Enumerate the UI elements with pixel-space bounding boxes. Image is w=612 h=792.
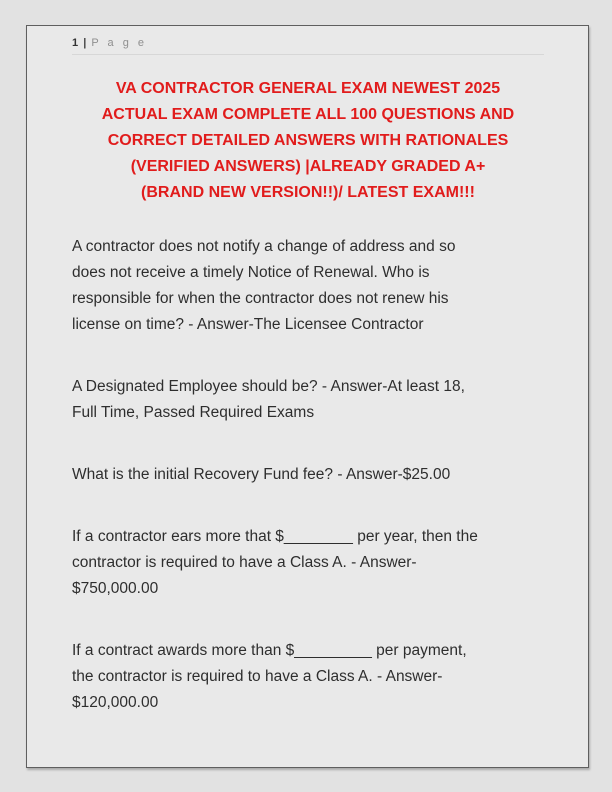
qa-list: [72, 234, 544, 716]
qa-line: $120,000.00: [72, 694, 159, 711]
qa-line: contractor is required to have a Class A. - Answer-: [72, 554, 417, 571]
title-line: CORRECT DETAILED ANSWERS WITH RATIONALES: [107, 132, 509, 149]
qa-line: If a contractor ears more that $________ per year, then the: [72, 528, 478, 545]
title-line: VA CONTRACTOR GENERAL EXAM NEWEST 2025: [115, 80, 501, 97]
qa-item: [72, 374, 544, 426]
qa-line: does not receive a timely Notice of Renewal. Who is: [72, 264, 430, 281]
page-content: [27, 76, 588, 716]
page-header: [72, 37, 544, 55]
qa-line: responsible for when the contractor does not renew his: [72, 290, 449, 307]
qa-line: What is the initial Recovery Fund fee? - Answer-$25.00: [72, 466, 451, 483]
qa-item: [72, 638, 544, 716]
qa-item: [72, 524, 544, 602]
page-label: P a g e: [91, 37, 147, 49]
qa-line: $750,000.00: [72, 580, 159, 597]
title-line: (BRAND NEW VERSION!!)/ LATEST EXAM!!!: [141, 184, 475, 201]
title-line: (VERIFIED ANSWERS) |ALREADY GRADED A+: [130, 158, 486, 175]
qa-line: the contractor is required to have a Class A. - Answer-: [72, 668, 443, 685]
qa-line: license on time? - Answer-The Licensee Contractor: [72, 316, 424, 333]
document-page: [26, 25, 589, 768]
title-line: ACTUAL EXAM COMPLETE ALL 100 QUESTIONS AND: [101, 106, 515, 123]
page-header-separator: |: [83, 37, 87, 49]
qa-item: [72, 462, 544, 488]
qa-item: [72, 234, 544, 338]
exam-title: [72, 76, 544, 206]
qa-line: If a contract awards more than $_________ per payment,: [72, 642, 467, 659]
qa-line: A contractor does not notify a change of address and so: [72, 238, 456, 255]
qa-line: A Designated Employee should be? - Answer-At least 18,: [72, 378, 465, 395]
qa-line: Full Time, Passed Required Exams: [72, 404, 315, 421]
page-number: 1: [72, 37, 79, 49]
